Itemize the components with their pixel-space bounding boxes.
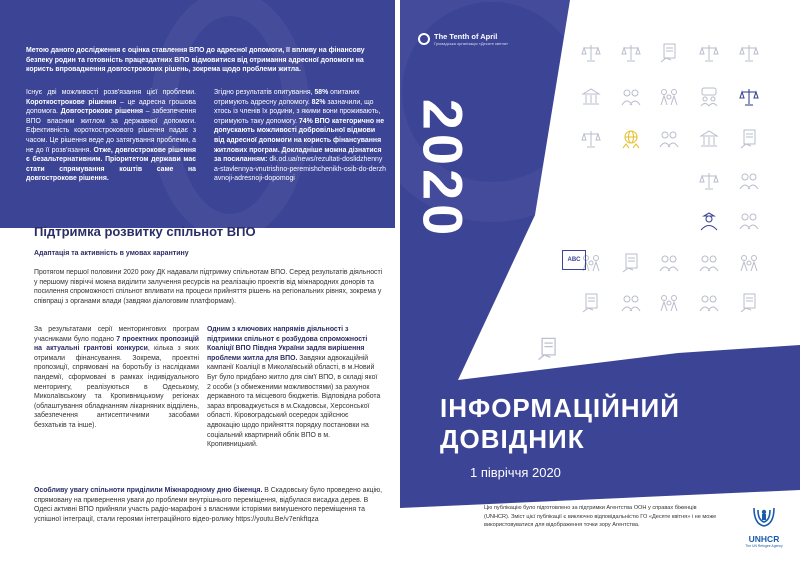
document-hand-icon bbox=[580, 292, 602, 314]
people-icon bbox=[620, 292, 642, 314]
unhcr-tagline: The UN Refugee Agency bbox=[745, 544, 783, 548]
people-icon bbox=[698, 252, 720, 274]
people-icon bbox=[658, 128, 680, 150]
refugee-day-paragraph: Особливу увагу спільноти приділили Міжнародному дню біженця. В Скадовську було проведено акцію, спрямовану на привернення уваги до проблеми внутрішнього переміщення, відбулася висадка дерев. В Одесі активні ВПО прийняли участь радіо-марафоні з власними історіями вимушеного переміщення та успішної інтеграції, стали героями інтеграційного відео-ролику https://youtu.Be/v7enkftqza bbox=[34, 487, 383, 523]
cover-title-line-2: ДОВІДНИК bbox=[440, 424, 585, 454]
org-logo bbox=[418, 32, 508, 46]
org-subtitle: Громадська організація «Десяте квітня» bbox=[434, 41, 509, 46]
unhcr-logo bbox=[736, 502, 792, 548]
cover-title-line-1: ІНФОРМАЦІЙНИЙ bbox=[440, 393, 680, 423]
support-disclaimer: Цю публікацію було підготовлено за підтримки Агентства ООН у справах біженців (UNHCR). Зміст цієї публікації є виключно відповідальністю ГО «Десяте квітня» і не може використовуватися для відображення точки зору Агентства. bbox=[484, 505, 717, 529]
scales-icon bbox=[738, 42, 760, 64]
document-hand-icon bbox=[658, 42, 680, 64]
org-name: The Tenth of April bbox=[434, 32, 498, 41]
unhcr-name: UNHCR bbox=[748, 534, 780, 544]
people-icon bbox=[738, 170, 760, 192]
scales-icon bbox=[698, 170, 720, 192]
intro-panel bbox=[0, 0, 395, 228]
section-subtitle: Адаптація та активність в умовах карантину bbox=[34, 250, 189, 257]
family-icon bbox=[658, 292, 680, 314]
section-lead: Протягом першої половини 2020 року ДК надавали підтримку спільнотам ВПО. Серед результатів діяльності у першому півріччі можна виділити залучення ресурсів на реалізацію проектів від міжнародних донорів та посилення спроможності спільнот впливати на процеси прийняття рішень на регіональних рівнях, зокрема у співпраці з органами влади (завдяки діалоговим платформам). bbox=[34, 269, 383, 305]
unhcr-emblem-icon bbox=[750, 502, 778, 528]
scales-icon bbox=[580, 42, 602, 64]
intro-column-1: Існує дві можливості розв'язання цієї проблеми. Короткострокове рішення – це адресна грошова допомога. Довгострокове рішення – забезпечення ВПО власним житлом за державної допомоги. Ефективність короткострокового рішення падає з часом. Це рішення веде до затягування проблеми, а не до її розв'язання. Отже, довгострокове рішення є безальтернативним. Пріоритетом держави має стати спрямування коштів саме на довгострокове рішення. bbox=[26, 89, 197, 183]
scales-icon bbox=[620, 42, 642, 64]
coalition-column: Одним з ключових напрямів діяльності з підтримки спільнот є розбудова спроможності Коаліції ВПО Півдня України задля вирішення проблеми житла для ВПО. Завдяки адвокаційній кампанії Коаліції в Миколаївській області, в м.Новий Буг було придбано житло для сім'ї ВПО, в складі якої 2 особи (з обмеженими можливостями) за рахунок державного та місцевого бюджетів. Відповідна робота зараз впроваджується в м.Скадовськ, Херсонської області. Кіровоградський осередок здійснює адвокацію щодо прийняття порядку постановки на соціальний квартирний облік ВПО в м. Кропивницький. bbox=[207, 326, 381, 449]
officer-icon bbox=[698, 210, 720, 232]
research-link[interactable]: dk.od.ua/news/rezultati-doslidzhennya-stavlennya-vnutrishno-peremishchenikh-osib-do-derzhavnoji-adresnoji-dopomogi bbox=[214, 156, 386, 183]
section-title: Підтримка розвитку спільнот ВПО bbox=[34, 224, 256, 239]
people-icon bbox=[620, 86, 642, 108]
scales-icon bbox=[698, 42, 720, 64]
people-icon bbox=[658, 252, 680, 274]
cover-subtitle: 1 півріччя 2020 bbox=[470, 465, 561, 480]
document-hand-icon bbox=[738, 292, 760, 314]
document-hand-icon bbox=[535, 336, 561, 362]
abc-board-icon: ABC bbox=[562, 250, 586, 270]
people-icon bbox=[698, 292, 720, 314]
chat-people-icon bbox=[698, 86, 720, 108]
scales-icon bbox=[580, 128, 602, 150]
cover-page bbox=[400, 0, 800, 568]
building-icon bbox=[698, 128, 720, 150]
intro-column-2: Згідно результатів опитування, 58% опитаних отримують адресну допомогу. 82% зазначили, що хтось із членів їх родини, з якими вони проживають, отримують таку допомогу. 74% ВПО категорично не допускають можливості добровільної відмови від адресної допомоги на користь фінансування житлових програм. Докладніше можна дізнатися за посиланням: dk.od.ua/news/rezultati-doslidzhennya-stavlennya-vnutrishno-peremishchenikh-osib-do-derzhavnoji-adresnoji-dopomogi bbox=[214, 89, 386, 183]
intro-lead: Метою даного дослідження є оцінка ставлення ВПО до адресної допомоги, її впливу на фінансову безпеку родин та готовність працездатних ВПО відмовитися від отримання адресної допомоги на користь впровадження довгострокових рішень, зокрема щодо проблеми житла. bbox=[26, 47, 365, 74]
family-icon bbox=[658, 86, 680, 108]
globe-icon bbox=[418, 33, 430, 45]
scales-icon bbox=[738, 86, 760, 108]
people-icon bbox=[738, 210, 760, 232]
mentoring-column: За результатами серії менторингових програм учасниками було подано 7 проектних пропозицій на актуальні грантові конкурси, кілька з яких отримали фінансування. Зокрема, проектні пропозиції, спрямовані на боротьбу із наслідками пандемії, сформовані в рамках індивідуального менторингу, реалізуються в Одеському, Миколаївському та Кропивницькому регіонах (облаштування обладнанням лікарняних відділень, забезпечення антисептичними засобами безхатьків та інше). bbox=[34, 326, 199, 429]
document-hand-icon bbox=[620, 252, 642, 274]
family-icon bbox=[738, 252, 760, 274]
globe-people-icon bbox=[620, 128, 642, 150]
year-label: 2020 bbox=[411, 98, 475, 240]
document-hand-icon bbox=[738, 128, 760, 150]
building-icon bbox=[580, 86, 602, 108]
